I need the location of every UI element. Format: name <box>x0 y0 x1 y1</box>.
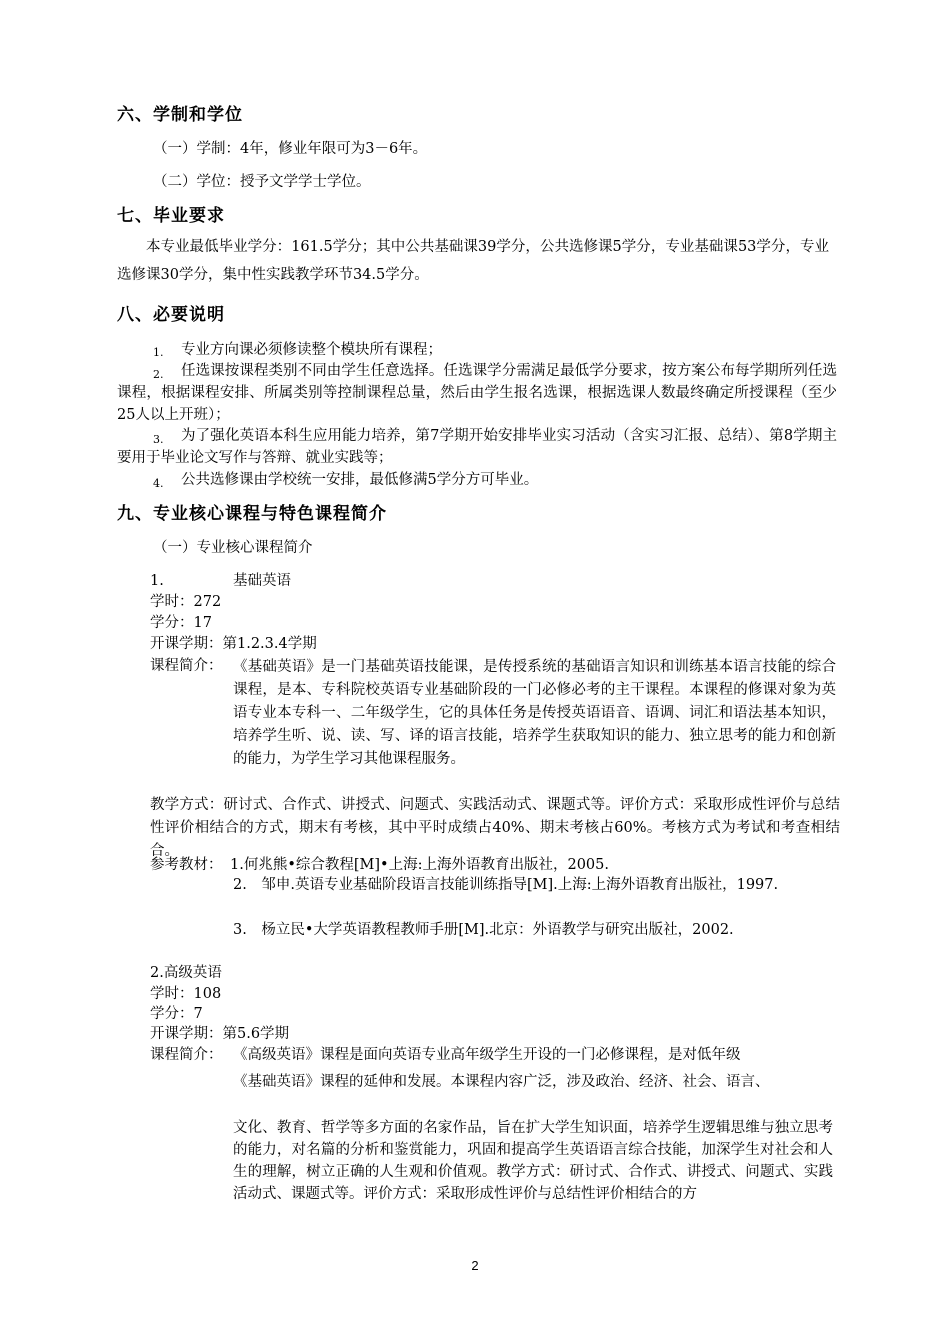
list-item-text: 任选课按课程类别不同由学生任意选择。任选课学分需满足最低学分要求，按方案公布每学期所列任选课程，根据课程安排、所属类别等控制课程总量，然后由学生报名选课，根据选课人数最终确定所授课程（至少25人以上开班）； <box>117 363 837 423</box>
course-intro-line: 《基础英语》课程的延伸和发展。本课程内容广泛，涉及政治、经济、社会、语言、 <box>233 1074 770 1090</box>
section-6-item-1: （一）学制：4年，修业年限可为3－6年。 <box>153 141 428 157</box>
list-item-number: 4. <box>153 477 164 490</box>
course-number: 1. <box>150 573 164 589</box>
course-intro-label: 课程简介： <box>150 658 223 674</box>
course-intro-line: 《高级英语》课程是面向英语专业高年级学生开设的一门必修课程，是对低年级 <box>233 1047 741 1063</box>
reference-item: 1.何兆熊•综合教程[M]•上海:上海外语教育出版社，2005. <box>230 857 609 873</box>
course-title: 2.高级英语 <box>150 965 222 981</box>
list-item-number: 1. <box>153 346 164 359</box>
section-9-subheading: （一）专业核心课程简介 <box>153 540 313 556</box>
course-hours: 学时：272 <box>150 594 222 610</box>
course-term: 开课学期：第1.2.3.4学期 <box>150 636 317 652</box>
section-7-paragraph: 本专业最低毕业学分：161.5学分；其中公共基础课39学分，公共选修课5学分，专业基础课53学分，专业选修课30学分，集中性实践教学环节34.5学分。 <box>117 239 829 283</box>
section-9-heading: 九、专业核心课程与特色课程简介 <box>117 504 387 524</box>
course-hours: 学时：108 <box>150 986 222 1002</box>
course-intro-text: 《基础英语》是一门基础英语技能课，是传授系统的基础语言知识和训练基本语言技能的综合课程，是本、专科院校英语专业基础阶段的一门必修必考的主干课程。本课程的修课对象为英语专业本专科一、二年级学生，它的具体任务是传授英语语音、语调、词汇和语法基本知识，培养学生听、说、读、写、译的语言技能，培养学生获取知识的能力、独立思考的能力和创新的能力，为学生学习其他课程服务。 <box>233 659 836 767</box>
section-7-heading: 七、毕业要求 <box>117 206 225 226</box>
course-credits: 学分：17 <box>150 615 212 631</box>
reference-item: 3. 杨立民•大学英语教程教师手册[M].北京：外语教学与研究出版社，2002. <box>233 922 734 938</box>
course-name: 基础英语 <box>233 573 291 589</box>
course-references-label: 参考教材： <box>150 857 223 873</box>
course-intro-text: 文化、教育、哲学等多方面的名家作品，旨在扩大学生知识面，培养学生逻辑思维与独立思考的能力，对名篇的分析和鉴赏能力，巩固和提高学生英语语言综合技能，加深学生对社会和人生的理解，树立正确的人生观和价值观。教学方式：研讨式、合作式、讲授式、问题式、实践活动式、课题式等。评价方式：采取形成性评价与总结性评价相结合的方 <box>233 1120 833 1202</box>
reference-item: 2. 邹申.英语专业基础阶段语言技能训练指导[M].上海:上海外语教育出版社，1997. <box>233 877 779 893</box>
list-item-number: 2. <box>153 368 164 381</box>
list-item-text: 公共选修课由学校统一安排，最低修满5学分方可毕业。 <box>181 472 539 488</box>
course-intro-label: 课程简介： <box>150 1047 223 1063</box>
list-item-text: 专业方向课必须修读整个模块所有课程； <box>181 342 442 358</box>
course-teaching-method: 教学方式：研讨式、合作式、讲授式、问题式、实践活动式、课题式等。评价方式：采取形成性评价与总结性评价相结合的方式，期末有考核，其中平时成绩占40%、期末考核占60%。考核方式为考试和考查相结合。 <box>150 797 840 859</box>
course-credits: 学分：7 <box>150 1006 203 1022</box>
course-term: 开课学期：第5.6学期 <box>150 1026 290 1042</box>
section-6-item-2: （二）学位：授予文学学士学位。 <box>153 174 371 190</box>
list-item-number: 3. <box>153 433 164 446</box>
section-8-heading: 八、必要说明 <box>117 305 225 325</box>
list-item-text: 为了强化英语本科生应用能力培养，第7学期开始安排毕业实习活动（含实习汇报、总结）、第8学期主要用于毕业论文写作与答辩、就业实践等； <box>117 428 837 466</box>
section-6-heading: 六、学制和学位 <box>117 105 243 125</box>
page-number: 2 <box>471 1258 479 1273</box>
